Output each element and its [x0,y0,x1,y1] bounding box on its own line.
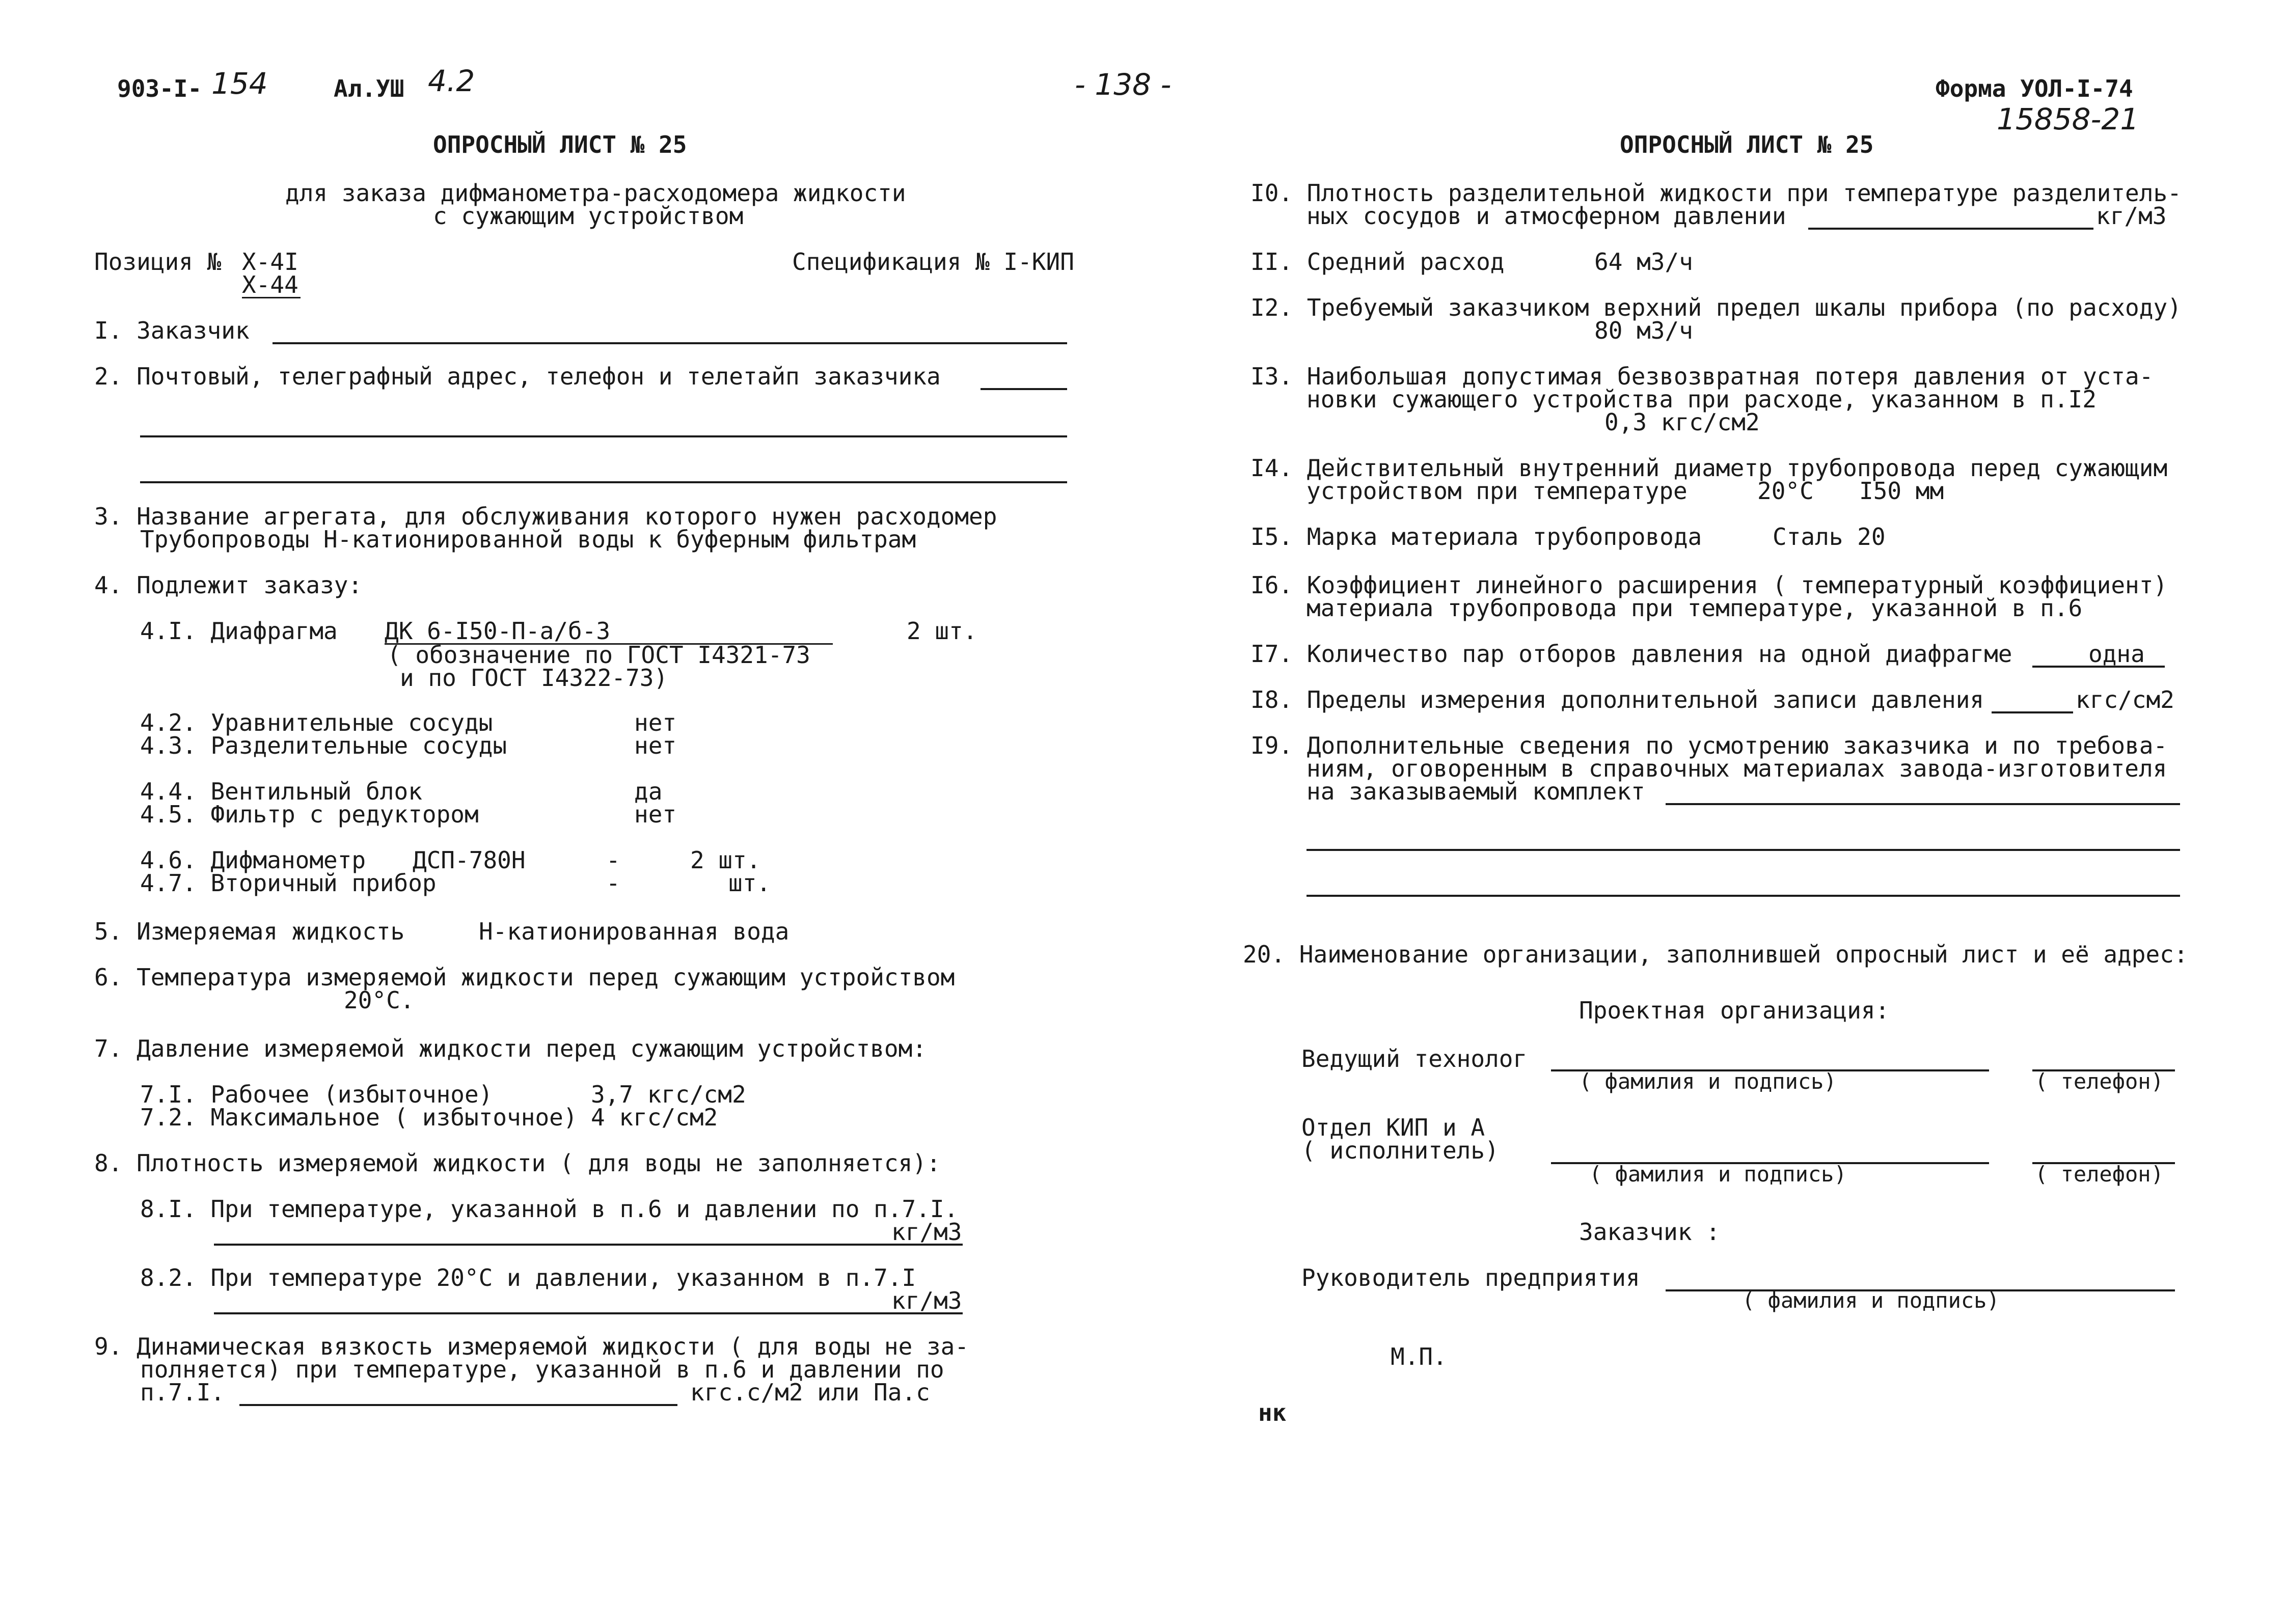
item-13-value: 0,3 кгс/см2 [1604,408,1760,436]
item-18-label: I8. Пределы измерения дополнительной записи давления [1250,686,1984,713]
item-4-3-label: 4.3. Разделительные сосуды [140,732,507,759]
item-19-field-line-1 [1666,803,2180,805]
item-4-6-label: 4.6. Дифманометр [140,846,366,874]
executor-phone-caption: ( телефон) [2035,1162,2164,1187]
phone-caption: ( телефон) [2035,1069,2164,1094]
item-9-line-2: полняется) при температуре, указанной в п.6 и давлении по [140,1356,944,1383]
item-4-6-qty: 2 шт. [690,846,761,874]
document-code-handwritten: 154 [211,66,268,101]
form-code: Форма УОЛ-I-74 [1936,75,2133,102]
item-4-6-dash: - [606,846,620,874]
specification: Спецификация № I-КИП [792,248,1074,276]
customer-label: Заказчик : [1579,1218,1720,1246]
design-organization: Проектная организация: [1579,997,1890,1024]
item-10-field-line [1808,228,2093,230]
item-9-line-1: 9. Динамическая вязкость измеряемой жидкости ( для воды не за- [94,1333,969,1360]
item-5-value: Н-катионированная вода [479,918,790,945]
item-15-label: I5. Марка материала трубопровода [1250,523,1702,550]
item-19-line-1: I9. Дополнительные сведения по усмотрению заказчика и по требова- [1250,732,2168,759]
item-14-line-1: I4. Действительный внутренний диаметр трубопровода перед сужающим [1250,454,2168,482]
item-18-field-line [1992,711,2073,713]
item-4-4-label: 4.4. Вентильный блок [140,778,422,805]
item-12-label: I2. Требуемый заказчиком верхний предел шкалы прибора (по расходу) [1250,294,2182,321]
item-6-value: 20°С. [344,986,415,1014]
item-16-line-1: I6. Коэффициент линейного расширения ( температурный коэффициент) [1250,571,2168,599]
item-6-label: 6. Температура измеряемой жидкости перед сужающим устройством [94,964,955,991]
signature-caption: ( фамилия и подпись) [1579,1069,1837,1094]
item-7-2-label: 7.2. Максимальное ( избыточное) [140,1104,578,1131]
item-17-value: одна [2088,640,2145,668]
item-8-1-unit: кг/м3 [891,1218,962,1246]
executor-signature-caption: ( фамилия и подпись) [1589,1162,1847,1187]
item-4-7-dash: - [606,869,620,897]
document-code: 903-I- [117,75,202,102]
item-3-unit-value: Трубопроводы Н-катионированной воды к буферным фильтрам [140,526,916,553]
item-3-unit: 3. Название агрегата, для обслуживания которого нужен расходомер [94,503,997,530]
item-4-1-label: 4.I. Диафрагма [140,617,338,645]
item-4-1-note-1: ( обозначение по ГОСТ I4321-73 [387,641,810,669]
item-19-field-line-3 [1307,895,2180,897]
address-field-line-3 [140,481,1067,483]
item-11-value: 64 м3/ч [1594,248,1693,276]
item-10-line-2: ных сосудов и атмосферном давлении [1307,202,1786,230]
item-4-6-value: ДСП-780Н [413,846,526,874]
item-4-1-value: ДК 6-I50-П-а/б-3 [385,617,611,645]
item-13-line-2: новки сужающего устройства при расходе, указанном в п.I2 [1307,386,2097,413]
lead-technologist: Ведущий технолог [1301,1045,1528,1072]
item-13-line-1: I3. Наибольшая допустимая безвозвратная потеря давления от уста- [1250,363,2154,390]
initials: нк [1258,1399,1287,1426]
item-5-label: 5. Измеряемая жидкость [94,918,405,945]
item-8-1-label: 8.I. При температуре, указанной в п.6 и давлении по п.7.I. [140,1195,959,1223]
item-4-5-label: 4.5. Фильтр с редуктором [140,801,479,828]
item-7-1-label: 7.I. Рабочее (избыточное) [140,1081,493,1108]
position-value-1: Х-4I [242,248,298,276]
item-14-line-2: устройством при температуре [1307,477,1688,505]
item-16-line-2: материала трубопровода при температуре, указанной в п.6 [1307,594,2083,622]
item-7-1-value: 3,7 кгс/см2 [591,1081,746,1108]
address-field-line-2 [140,435,1067,437]
item-9-field-line [239,1404,677,1406]
item-19-field-line-2 [1307,849,2180,851]
right-title: ОПРОСНЫЙ ЛИСТ № 25 [1620,131,1874,158]
stamp-place: М.П. [1391,1343,1447,1370]
item-10-line-1: I0. Плотность разделительной жидкости при температуре разделитель- [1250,179,2182,207]
form-code-handwritten: 15858-21 [1997,102,2139,136]
item-4-1-note-2: и по ГОСТ I4322-73) [400,664,668,692]
item-7-label: 7. Давление измеряемой жидкости перед сужающим устройством: [94,1035,927,1062]
item-8-2-field-line [214,1312,963,1314]
item-4-5-value: нет [634,801,677,828]
item-14-temperature: 20°С [1757,477,1814,505]
page-number: - 138 - [1075,67,1172,102]
item-9-line-3: п.7.I. [140,1379,225,1406]
position-label: Позиция № [94,248,222,276]
item-9-unit: кгс.с/м2 или Па.с [690,1379,930,1406]
kip-department-executor: ( исполнитель) [1301,1137,1499,1164]
item-4-4-value: да [634,778,663,805]
album-label: Ал.УШ [334,75,404,102]
item-8-1-field-line [214,1244,963,1246]
item-8-2-label: 8.2. При температуре 20°С и давлении, указанном в п.7.I [140,1264,916,1291]
item-2-address: 2. Почтовый, телеграфный адрес, телефон и телетайп заказчика [94,363,941,390]
item-8-label: 8. Плотность измеряемой жидкости ( для воды не заполняется): [94,1149,941,1177]
item-15-value: Сталь 20 [1773,523,1886,550]
item-4-order: 4. Подлежит заказу: [94,571,363,599]
item-4-7-label: 4.7. Вторичный прибор [140,869,437,897]
customer-field-line [273,342,1067,344]
item-8-2-unit: кг/м3 [891,1287,962,1314]
item-4-3-value: нет [634,732,677,759]
album-handwritten: 4.2 [428,64,475,98]
item-10-unit: кг/м3 [2096,202,2167,230]
left-title: ОПРОСНЫЙ ЛИСТ № 25 [433,131,687,158]
item-4-2-value: нет [634,709,677,736]
item-14-value: I50 мм [1859,477,1944,505]
item-12-value: 80 м3/ч [1594,317,1693,344]
director-signature-caption: ( фамилия и подпись) [1742,1288,2000,1313]
item-1-customer: I. Заказчик [94,317,250,344]
left-subtitle-2: с сужающим устройством [433,202,744,230]
item-17-label: I7. Количество пар отборов давления на одной диафрагме [1250,640,2012,668]
item-11-label: II. Средний расход [1250,248,1505,276]
item-18-unit: кгс/см2 [2076,686,2174,713]
item-4-7-qty: шт. [728,869,771,897]
item-4-2-label: 4.2. Уравнительные сосуды [140,709,493,736]
left-subtitle-1: для заказа дифманометра-расходомера жидкости [285,179,906,207]
position-value-2: Х-44 [242,271,298,298]
item-7-2-value: 4 кгс/см2 [591,1104,718,1131]
item-19-line-3: на заказываемый комплект [1307,778,1645,805]
item-20-label: 20. Наименование организации, заполнившей опросный лист и её адрес: [1243,941,2188,968]
item-19-line-2: ниям, оговоренным в справочных материалах завода-изготовителя [1307,755,2167,782]
kip-department: Отдел КИП и А [1301,1114,1485,1141]
enterprise-director: Руководитель предприятия [1301,1264,1640,1291]
item-4-1-qty: 2 шт. [907,617,977,645]
